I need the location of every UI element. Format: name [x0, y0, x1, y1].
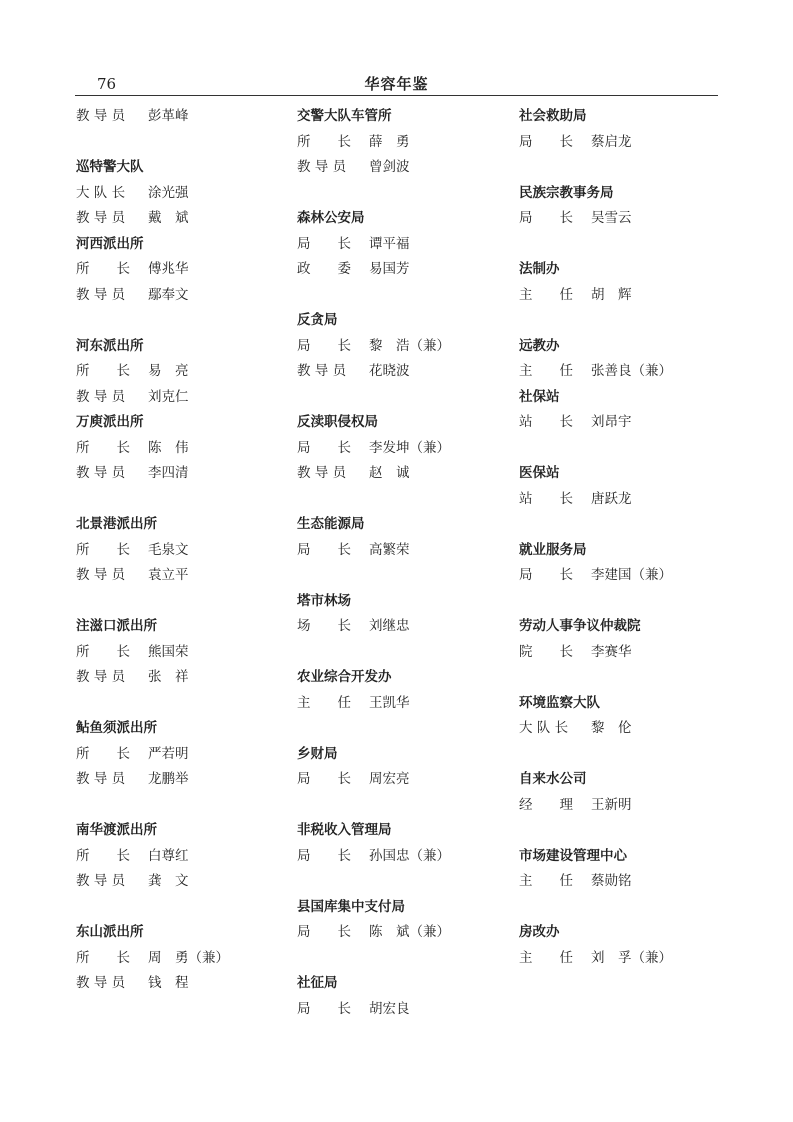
staff-entry [297, 436, 512, 462]
person-name: 严若明 [148, 745, 189, 762]
section-heading: 非税收入管理局 [297, 822, 392, 838]
section-heading: 自来水公司 [519, 771, 587, 787]
position-title: 场 长 [297, 618, 351, 634]
blank-line [297, 181, 512, 207]
running-title: 华容年鉴 [364, 75, 429, 93]
position-title: 所 长 [76, 745, 130, 762]
staff-entry [76, 283, 291, 309]
section-heading: 远教办 [519, 337, 560, 354]
section-heading: 河西派出所 [76, 235, 144, 252]
staff-entry [519, 946, 719, 972]
position-title: 所 长 [297, 133, 351, 150]
position-title: 局 长 [519, 133, 573, 150]
person-name: 白尊红 [148, 847, 189, 864]
blank-line [76, 589, 291, 615]
person-name: 陈 伟 [148, 439, 189, 456]
position-title: 主 任 [519, 873, 573, 889]
position-title: 教 导 员 [76, 975, 126, 991]
staff-entry [76, 257, 291, 283]
person-name: 曾剑波 [369, 159, 410, 175]
person-name: 蔡启龙 [591, 133, 632, 150]
staff-entry [297, 920, 512, 946]
blank-line [297, 563, 512, 589]
position-title: 经 理 [519, 796, 573, 813]
person-name: 李发坤（兼） [369, 439, 450, 456]
section-heading: 法制办 [519, 261, 560, 277]
section-heading: 东山派出所 [76, 924, 144, 940]
position-title: 教 导 员 [76, 465, 126, 481]
staff-entry [297, 334, 512, 360]
person-name: 龙鹏举 [148, 771, 189, 787]
person-name: 高繁荣 [369, 541, 410, 558]
blank-line [519, 589, 719, 615]
page-number: 76 [97, 75, 117, 93]
person-name: 刘 孚（兼） [591, 949, 672, 966]
person-name: 黎 浩（兼） [369, 337, 450, 354]
staff-entry [519, 793, 719, 819]
staff-entry [76, 767, 291, 793]
section-heading: 交警大队车管所 [297, 108, 392, 124]
position-title: 局 长 [297, 541, 351, 558]
position-title: 主 任 [519, 949, 573, 966]
position-title: 教 导 员 [297, 465, 347, 481]
position-title: 站 长 [519, 490, 573, 507]
blank-line [519, 895, 719, 921]
section-heading: 农业综合开发办 [297, 669, 392, 685]
blank-line [297, 385, 512, 411]
blank-line [297, 487, 512, 513]
person-name: 龚 文 [148, 873, 189, 889]
staff-entry [76, 538, 291, 564]
staff-entry [76, 640, 291, 666]
blank-line [76, 308, 291, 334]
person-name: 熊国荣 [148, 643, 189, 660]
person-name: 王新明 [591, 796, 632, 813]
person-name: 孙国忠（兼） [369, 847, 450, 864]
staff-entry [76, 742, 291, 768]
staff-entry [519, 206, 719, 232]
blank-line [76, 130, 291, 156]
blank-line [519, 436, 719, 462]
person-name: 易国芳 [369, 261, 410, 277]
section-heading: 生态能源局 [297, 516, 365, 532]
position-title: 教 导 员 [76, 108, 126, 124]
position-title: 局 长 [297, 235, 351, 252]
section-heading: 医保站 [519, 465, 560, 481]
column-1 [76, 104, 291, 997]
section-heading: 鲇鱼须派出所 [76, 720, 157, 736]
staff-entry [519, 130, 719, 156]
staff-entry [76, 946, 291, 972]
section-heading: 北景港派出所 [76, 516, 157, 532]
position-title: 局 长 [297, 1000, 351, 1017]
person-name: 薛 勇 [369, 133, 410, 150]
section-heading: 乡财局 [297, 745, 338, 762]
person-name: 周 勇（兼） [148, 949, 229, 966]
staff-entry [519, 410, 719, 436]
blank-line [297, 869, 512, 895]
section-heading: 南华渡派出所 [76, 822, 157, 838]
position-title: 教 导 员 [76, 286, 126, 303]
person-name: 赵 诚 [369, 465, 410, 481]
position-title: 教 导 员 [76, 567, 126, 583]
section-heading: 县国库集中支付局 [297, 898, 405, 915]
section-heading: 森林公安局 [297, 210, 365, 226]
staff-entry [519, 640, 719, 666]
staff-entry [519, 869, 719, 895]
position-title: 教 导 员 [76, 210, 126, 226]
staff-entry [76, 104, 291, 130]
blank-line [297, 283, 512, 309]
section-heading: 社会救助局 [519, 108, 587, 124]
staff-entry [297, 232, 512, 258]
staff-entry [297, 359, 512, 385]
person-name: 吴雪云 [591, 210, 632, 226]
section-heading: 房改办 [519, 924, 560, 940]
section-heading: 反渎职侵权局 [297, 414, 378, 430]
position-title: 所 长 [76, 439, 130, 456]
blank-line [519, 308, 719, 334]
staff-entry [76, 385, 291, 411]
person-name: 黎 伦 [591, 720, 632, 736]
position-title: 教 导 员 [76, 873, 126, 889]
position-title: 教 导 员 [297, 363, 347, 379]
position-title: 所 长 [76, 643, 130, 660]
position-title: 所 长 [76, 541, 130, 558]
blank-line [76, 895, 291, 921]
person-name: 花晓波 [369, 363, 410, 379]
position-title: 局 长 [297, 439, 351, 456]
staff-entry [76, 359, 291, 385]
person-name: 毛泉文 [148, 541, 189, 558]
staff-entry [297, 844, 512, 870]
position-title: 局 长 [297, 924, 351, 940]
blank-line [297, 716, 512, 742]
person-name: 谭平福 [369, 235, 410, 252]
section-heading: 注滋口派出所 [76, 618, 157, 634]
blank-line [519, 512, 719, 538]
position-title: 站 长 [519, 414, 573, 430]
position-title: 教 导 员 [76, 388, 126, 405]
person-name: 胡宏良 [369, 1000, 410, 1017]
section-heading: 社征局 [297, 975, 338, 991]
position-title: 教 导 员 [76, 771, 126, 787]
staff-entry [519, 563, 719, 589]
blank-line [519, 742, 719, 768]
position-title: 院 长 [519, 643, 573, 660]
person-name: 戴 斌 [148, 210, 189, 226]
staff-entry [297, 461, 512, 487]
position-title: 局 长 [297, 771, 351, 787]
position-title: 教 导 员 [76, 669, 126, 685]
blank-line [76, 793, 291, 819]
staff-entry [519, 716, 719, 742]
person-name: 刘克仁 [148, 388, 189, 405]
section-heading: 反贪局 [297, 312, 338, 328]
person-name: 钱 程 [148, 975, 189, 991]
staff-entry [519, 359, 719, 385]
position-title: 所 长 [76, 261, 130, 277]
position-title: 教 导 员 [297, 159, 347, 175]
staff-entry [297, 691, 512, 717]
staff-entry [297, 767, 512, 793]
position-title: 政 委 [297, 261, 351, 277]
blank-line [76, 487, 291, 513]
person-name: 李建国（兼） [591, 567, 672, 583]
position-title: 局 长 [519, 567, 573, 583]
section-heading: 劳动人事争议仲裁院 [519, 618, 641, 634]
staff-entry [76, 461, 291, 487]
blank-line [297, 946, 512, 972]
blank-line [519, 232, 719, 258]
blank-line [519, 818, 719, 844]
person-name: 鄢奉文 [148, 286, 189, 303]
page-header [75, 73, 718, 96]
section-heading: 就业服务局 [519, 541, 587, 558]
staff-entry [297, 130, 512, 156]
position-title: 主 任 [519, 286, 573, 303]
person-name: 张善良（兼） [591, 363, 672, 379]
person-name: 易 亮 [148, 363, 189, 379]
person-name: 王凯华 [369, 694, 410, 711]
section-heading: 河东派出所 [76, 337, 144, 354]
staff-entry [297, 155, 512, 181]
position-title: 主 任 [519, 363, 573, 379]
section-heading: 巡特警大队 [76, 159, 144, 175]
position-title: 主 任 [297, 694, 351, 711]
person-name: 袁立平 [148, 567, 189, 583]
position-title: 大 队 长 [519, 720, 569, 736]
person-name: 蔡勋铭 [591, 873, 632, 889]
section-heading: 万庾派出所 [76, 414, 144, 430]
staff-entry [297, 538, 512, 564]
position-title: 所 长 [76, 949, 130, 966]
staff-entry [76, 869, 291, 895]
blank-line [297, 793, 512, 819]
position-title: 大 队 长 [76, 184, 126, 201]
section-heading: 塔市林场 [297, 592, 351, 609]
staff-entry [297, 997, 512, 1023]
person-name: 刘昂宇 [591, 414, 632, 430]
staff-entry [519, 487, 719, 513]
person-name: 傅兆华 [148, 261, 189, 277]
column-2 [297, 104, 512, 1022]
position-title: 局 长 [297, 847, 351, 864]
blank-line [519, 665, 719, 691]
person-name: 李赛华 [591, 643, 632, 660]
staff-entry [76, 665, 291, 691]
staff-entry [519, 283, 719, 309]
staff-entry [76, 563, 291, 589]
section-heading: 环境监察大队 [519, 694, 600, 711]
person-name: 李四清 [148, 465, 189, 481]
section-heading: 市场建设管理中心 [519, 847, 627, 864]
position-title: 所 长 [76, 363, 130, 379]
person-name: 唐跃龙 [591, 490, 632, 507]
person-name: 刘继忠 [369, 618, 410, 634]
staff-entry [297, 614, 512, 640]
person-name: 胡 辉 [591, 286, 632, 303]
person-name: 彭革峰 [148, 108, 189, 124]
position-title: 局 长 [519, 210, 573, 226]
position-title: 局 长 [297, 337, 351, 354]
blank-line [76, 691, 291, 717]
staff-entry [76, 181, 291, 207]
person-name: 周宏亮 [369, 771, 410, 787]
column-3 [519, 104, 719, 971]
section-heading: 社保站 [519, 388, 560, 405]
person-name: 张 祥 [148, 669, 189, 685]
blank-line [297, 640, 512, 666]
person-name: 涂光强 [148, 184, 189, 201]
staff-entry [76, 206, 291, 232]
position-title: 所 长 [76, 847, 130, 864]
staff-entry [76, 971, 291, 997]
blank-line [519, 155, 719, 181]
section-heading: 民族宗教事务局 [519, 184, 614, 201]
staff-entry [76, 436, 291, 462]
staff-entry [76, 844, 291, 870]
person-name: 陈 斌（兼） [369, 924, 450, 940]
staff-entry [297, 257, 512, 283]
